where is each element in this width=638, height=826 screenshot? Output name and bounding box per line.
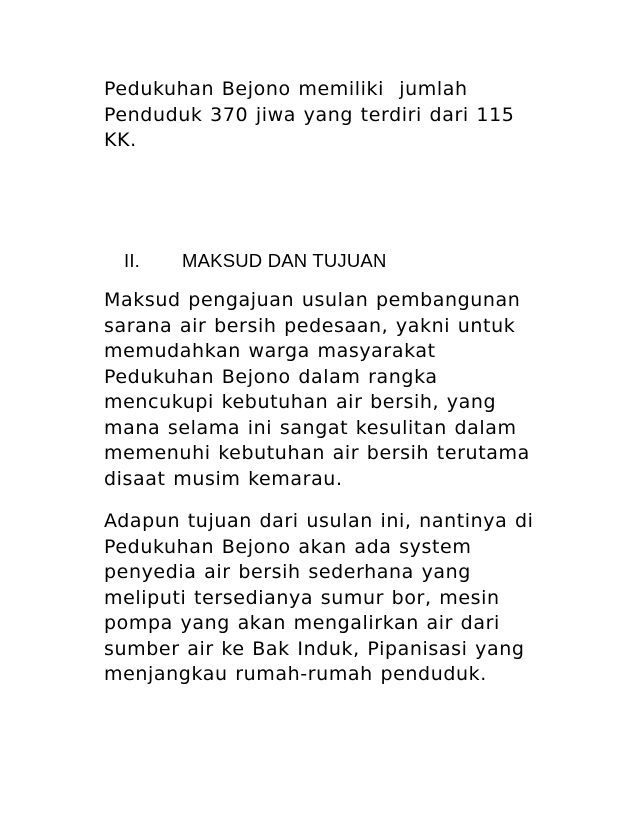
text-line: Maksud pengajuan usulan pembangunan bbox=[104, 289, 521, 311]
text-line: sumber air ke Bak Induk, Pipanisasi yang bbox=[104, 637, 525, 660]
text-line: pompa yang akan mengalirkan air dari bbox=[104, 612, 500, 634]
text-line: Pedukuhan Bejono akan ada system bbox=[104, 535, 472, 558]
section-title: MAKSUD DAN TUJUAN bbox=[182, 250, 387, 271]
text-line: Penduduk 370 jiwa yang terdiri dari 115 bbox=[104, 103, 515, 126]
text-line: menjangkau rumah-rumah penduduk. bbox=[104, 663, 487, 685]
text-line: Adapun tujuan dari usulan ini, nantinya di bbox=[104, 510, 534, 532]
text-line: KK. bbox=[104, 129, 137, 151]
maksud-paragraph bbox=[104, 288, 574, 492]
text-line: Pedukuhan Bejono dalam rangka bbox=[104, 365, 438, 388]
text-line: memudahkan warga masyarakat bbox=[104, 340, 436, 362]
text-line: disaat musim kemarau. bbox=[104, 467, 343, 490]
text-line: meliputi tersedianya sumur bor, mesin bbox=[104, 586, 500, 609]
text-line: Pedukuhan Bejono memiliki jumlah bbox=[104, 78, 468, 100]
text-line: sarana air bersih pedesaan, yakni untuk bbox=[104, 314, 516, 337]
text-line: penyedia air bersih sederhana yang bbox=[104, 561, 471, 583]
tujuan-paragraph bbox=[104, 509, 574, 688]
text-line: mencukupi kebutuhan air bersih, yang bbox=[104, 391, 497, 413]
text-line: mana selama ini sangat kesulitan dalam bbox=[104, 416, 517, 439]
section-number: II. bbox=[124, 250, 141, 271]
text-line: memenuhi kebutuhan air bersih terutama bbox=[104, 442, 530, 464]
intro-paragraph bbox=[104, 77, 574, 154]
section-heading bbox=[124, 250, 387, 272]
